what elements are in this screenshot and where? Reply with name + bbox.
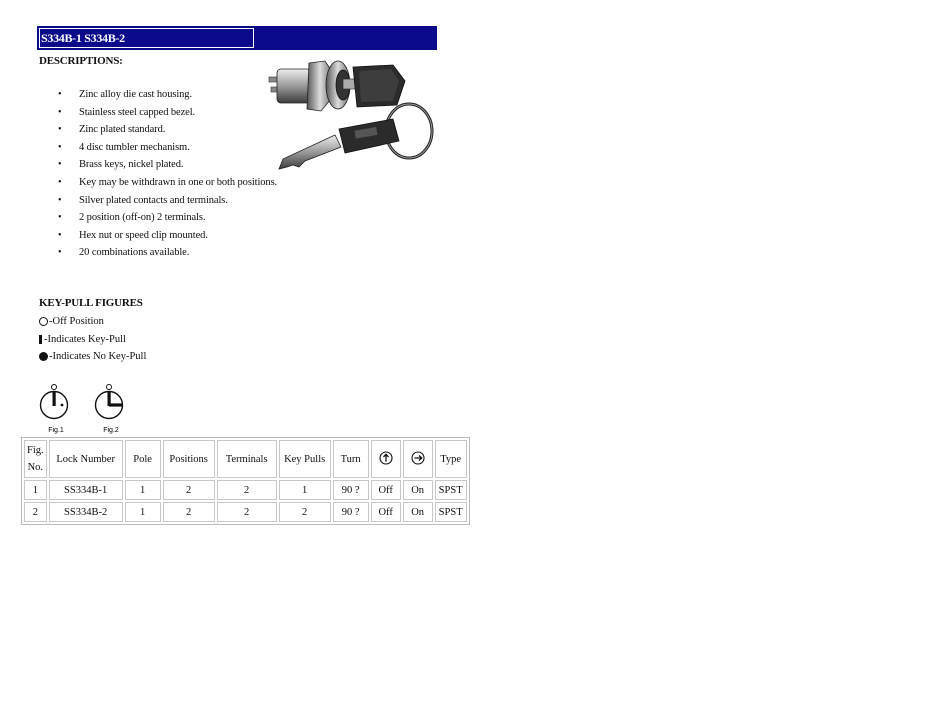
legend-off-position: -Off Position (39, 316, 104, 327)
figure-1-diagram (36, 380, 76, 436)
table-row: 1 SS334B-1 1 2 2 1 90 ? Off On SPST (24, 480, 467, 500)
bullet-icon: • (58, 229, 62, 241)
list-item: • Stainless steel capped bezel. (39, 104, 279, 122)
arrow-right-circle-icon (411, 451, 425, 465)
header-positions: Positions (163, 440, 215, 478)
bullet-icon: • (58, 159, 62, 171)
header-type: Type (435, 440, 467, 478)
table-row: 2 SS334B-2 1 2 2 2 90 ? Off On SPST (24, 502, 467, 522)
page-title: S334B-1 S334B-2 (39, 28, 254, 48)
header-fig-no: Fig. No. (24, 440, 47, 478)
header-terminals: Terminals (217, 440, 277, 478)
title-bar (37, 26, 437, 50)
list-item: • 20 combinations available. (39, 244, 279, 262)
key-pull-bar-icon (109, 403, 122, 406)
no-key-pull-dot-icon (61, 404, 64, 407)
header-position-up (371, 440, 401, 478)
off-marker-icon (52, 385, 57, 390)
key-pull-heading: KEY-PULL FIGURES (39, 297, 143, 309)
bullet-icon: • (58, 212, 62, 224)
off-marker-icon (107, 385, 112, 390)
list-item: • Brass keys, nickel plated. (39, 156, 279, 174)
bullet-icon: • (58, 247, 62, 259)
bullet-icon: • (58, 141, 62, 153)
list-item: • Hex nut or speed clip mounted. (39, 227, 279, 245)
arrow-up-circle-icon (379, 451, 393, 465)
list-item: • Silver plated contacts and terminals. (39, 192, 279, 210)
list-item: • 4 disc tumbler mechanism. (39, 139, 279, 157)
header-key-pulls: Key Pulls (279, 440, 331, 478)
legend-key-pull: -Indicates Key-Pull (39, 334, 126, 345)
key-switch-product-image (265, 55, 440, 180)
bullet-icon: • (58, 194, 62, 206)
list-item: • Key may be withdrawn in one or both positions. (39, 174, 279, 192)
figure-2-label: Fig.2 (103, 427, 119, 434)
key-pull-bar-icon (53, 392, 56, 406)
bar-icon (39, 335, 42, 344)
bullet-icon: • (58, 106, 62, 118)
header-position-right (403, 440, 433, 478)
header-turn: Turn (333, 440, 369, 478)
list-item: • 2 position (off-on) 2 terminals. (39, 209, 279, 227)
descriptions-list (39, 86, 279, 262)
figure-1-label: Fig.1 (48, 427, 64, 434)
table-header-row (24, 440, 467, 478)
filled-circle-icon (39, 352, 48, 361)
legend-no-key-pull: -Indicates No Key-Pull (39, 351, 146, 362)
bullet-icon: • (58, 124, 62, 136)
figure-2-diagram (91, 380, 131, 436)
header-lock-number: Lock Number (49, 440, 123, 478)
list-item: • Zinc plated standard. (39, 121, 279, 139)
open-circle-icon (39, 317, 48, 326)
bullet-icon: • (58, 89, 62, 100)
header-pole: Pole (125, 440, 161, 478)
bullet-icon: • (58, 176, 62, 188)
spec-table (21, 437, 470, 525)
descriptions-heading: DESCRIPTIONS: (39, 55, 123, 67)
list-item: • Zinc alloy die cast housing. (39, 86, 279, 104)
